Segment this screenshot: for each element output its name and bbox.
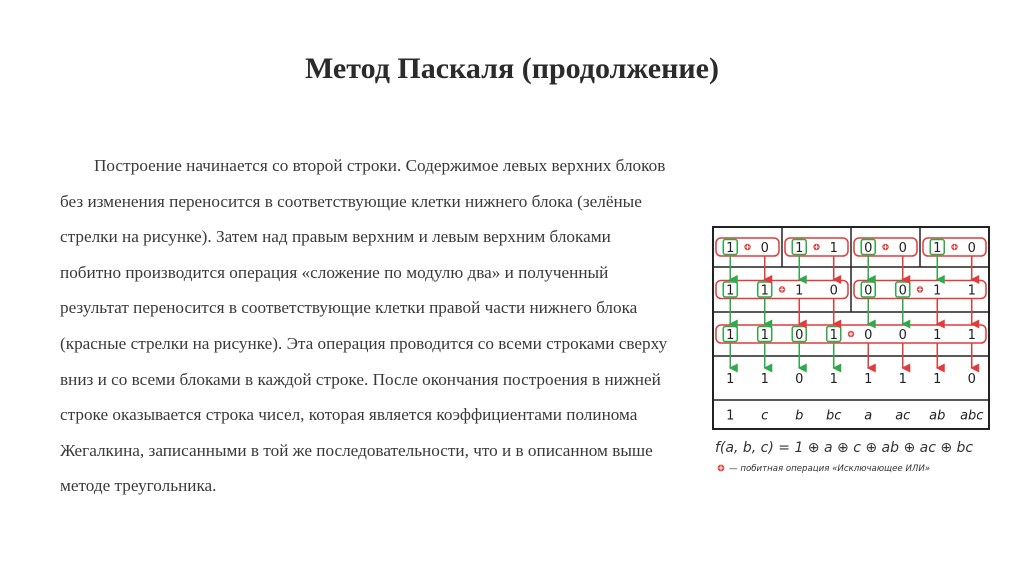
coefficient-label: abc [960,408,984,424]
cell-value: 0 [829,283,838,299]
cell-value: 1 [864,372,873,387]
coefficient-label: ab [929,408,946,424]
cell-value: 0 [864,283,873,299]
cell-value: 1 [829,241,838,256]
cell-value: 0 [795,328,804,343]
cell-value: 0 [898,328,907,343]
cell-value: 0 [967,241,976,256]
body-paragraph: Построение начинается со второй строки. Содержимое левых верхних блоков без изменения переносится в соответствующие клетки нижнего блока (зелёные стрелки на рисунке). Затем над правым верхним и левым верхним блоками побитно производится операция «сложение по модулю два» и полученный результат переносится в соответствующие клетки правой части нижнего блока (красные стрелки на рисунке). Эта операция проводится со всеми строками сверху вниз и со всеми блоками в каждой строке. После окончания построения в нижней строке оказывается строка чисел, которая является коэффициентами полинома Жегалкина, записанными в той же последовательности, что и в описанном выше методе треугольника. [60,156,668,496]
cell-value: 1 [933,328,942,343]
coefficient-label: a [864,408,873,424]
xor-legend [718,464,930,474]
grid-lines [713,227,989,429]
cell-value: 0 [898,241,907,256]
cell-value: 1 [967,328,976,343]
slide-title: Метод Паскаля (продолжение) [305,52,719,85]
cell-value: 0 [864,241,873,256]
cell-value: 0 [967,372,976,387]
cell-value: 1 [829,372,838,387]
cell-value: 0 [760,241,769,256]
xor-legend-text: — побитная операция «Исключающее ИЛИ» [729,464,931,474]
cell-value: 1 [760,328,769,343]
cell-value: 1 [760,372,769,387]
coefficient-label: bc [826,408,842,424]
cell-value: 0 [864,328,873,343]
coefficient-label: c [761,408,769,424]
cell-value: 1 [898,372,907,387]
cell-value: 1 [760,283,769,299]
cell-value: 1 [933,241,942,256]
cell-value: 1 [933,372,942,387]
cell-value: 1 [795,283,804,299]
cell-value: 1 [726,283,735,299]
cell-value: 1 [726,328,735,343]
cell-value: 0 [898,283,907,299]
pascal-method-diagram [705,212,995,494]
cell-value: 1 [967,283,976,299]
cell-value: 1 [829,328,838,343]
coefficient-label: ac [895,408,911,424]
zhegalkin-formula: f(a, b, c) = 1 ⊕ a ⊕ c ⊕ ab ⊕ ac ⊕ bc [715,440,974,456]
cell-value: 1 [795,241,804,256]
coefficient-label: b [795,408,804,424]
cell-value: 1 [726,372,735,387]
coefficient-label: 1 [726,408,735,424]
diagram-svg [705,212,995,494]
coefficient-labels [726,409,983,424]
cell-value: 1 [726,241,735,256]
cell-value: 1 [933,283,942,299]
cell-value: 0 [795,372,804,387]
